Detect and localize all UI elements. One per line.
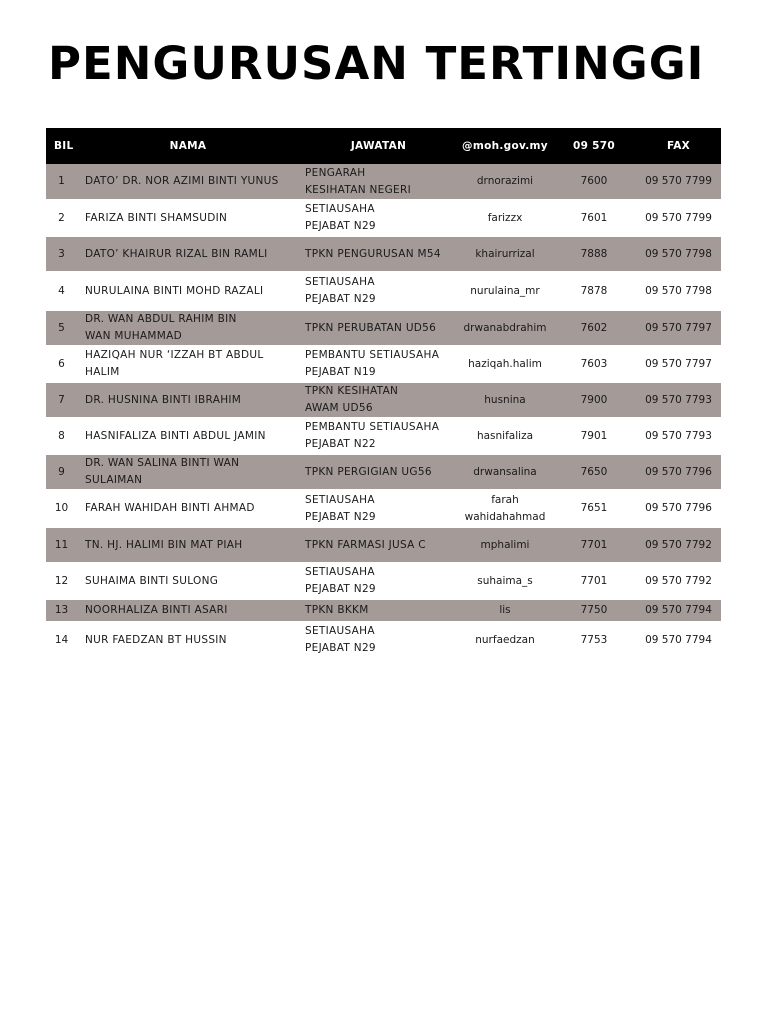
email-cell-line: lis <box>499 604 511 616</box>
jawatan-cell <box>299 382 458 418</box>
nama-cell <box>77 346 299 382</box>
table-row <box>46 310 721 346</box>
bil-cell: 8 <box>46 418 77 454</box>
bil-cell: 6 <box>46 346 77 382</box>
extension-cell: 7750 <box>552 599 636 622</box>
nama-cell-line: DATO’ DR. NOR AZIMI BINTI YUNUS <box>85 175 279 187</box>
bil-cell: 14 <box>46 622 77 658</box>
nama-cell <box>77 272 299 310</box>
nama-cell-line: NOORHALIZA BINTI ASARI <box>85 604 228 616</box>
table-row <box>46 200 721 236</box>
bil-cell: 13 <box>46 599 77 622</box>
page-title: PENGURUSAN TERTINGGI <box>48 37 705 90</box>
jawatan-cell <box>299 200 458 236</box>
table-row <box>46 563 721 599</box>
jawatan-cell-line: PEJABAT N29 <box>305 293 376 305</box>
email-cell <box>458 563 552 599</box>
fax-cell: 09 570 7799 <box>636 200 721 236</box>
email-cell <box>458 272 552 310</box>
jawatan-cell-line: PEJABAT N29 <box>305 220 376 232</box>
extension-cell: 7600 <box>552 164 636 200</box>
fax-cell: 09 570 7798 <box>636 272 721 310</box>
table-row <box>46 236 721 272</box>
jawatan-cell <box>299 418 458 454</box>
jawatan-cell <box>299 622 458 658</box>
email-cell <box>458 382 552 418</box>
email-cell-line: wahidahahmad <box>464 510 546 523</box>
email-cell <box>458 200 552 236</box>
email-cell-line: nurfaedzan <box>475 633 535 646</box>
extension-cell: 7651 <box>552 490 636 527</box>
nama-cell <box>77 236 299 272</box>
jawatan-cell <box>299 164 458 200</box>
fax-cell: 09 570 7792 <box>636 563 721 599</box>
table-row <box>46 164 721 200</box>
fax-cell: 09 570 7797 <box>636 310 721 346</box>
nama-cell-line: HAZIQAH NUR ‘IZZAH BT ABDUL HALIM <box>85 349 264 378</box>
nama-cell-line: WAN MUHAMMAD <box>85 330 182 342</box>
staff-directory-table <box>46 128 721 659</box>
jawatan-cell-line: TPKN PERGIGIAN UG56 <box>305 465 432 478</box>
bil-cell: 12 <box>46 563 77 599</box>
extension-cell: 7901 <box>552 418 636 454</box>
nama-cell-line: TN. HJ. HALIMI BIN MAT PIAH <box>85 538 243 551</box>
table-row <box>46 454 721 490</box>
email-cell <box>458 346 552 382</box>
nama-cell <box>77 164 299 200</box>
email-cell-line: nurulaina_mr <box>470 284 540 297</box>
bil-cell: 4 <box>46 272 77 310</box>
email-cell-line: hasnifaliza <box>476 429 534 442</box>
nama-cell <box>77 200 299 236</box>
jawatan-cell <box>299 454 458 490</box>
column-header-email: @moh.gov.my <box>458 128 552 164</box>
extension-cell: 7701 <box>552 527 636 563</box>
email-cell <box>458 527 552 563</box>
nama-cell <box>77 454 299 490</box>
fax-cell: 09 570 7796 <box>636 454 721 490</box>
jawatan-cell <box>299 599 458 622</box>
extension-cell: 7603 <box>552 346 636 382</box>
fax-cell: 09 570 7792 <box>636 527 721 563</box>
table-row <box>46 490 721 527</box>
table-row <box>46 599 721 622</box>
jawatan-cell-line: PEMBANTU SETIAUSAHA <box>305 349 440 361</box>
nama-cell-line: SUHAIMA BINTI SULONG <box>85 574 219 587</box>
fax-cell: 09 570 7799 <box>636 164 721 200</box>
nama-cell-line: DR. WAN ABDUL RAHIM BIN <box>85 313 237 325</box>
fax-cell: 09 570 7796 <box>636 490 721 527</box>
jawatan-cell <box>299 236 458 272</box>
nama-cell <box>77 622 299 658</box>
table-header-row <box>46 128 721 164</box>
extension-cell: 7650 <box>552 454 636 490</box>
bil-cell: 11 <box>46 527 77 563</box>
extension-cell: 7701 <box>552 563 636 599</box>
fax-cell: 09 570 7793 <box>636 382 721 418</box>
column-header-extension: 09 570 <box>552 128 636 164</box>
extension-cell: 7900 <box>552 382 636 418</box>
table-row <box>46 346 721 382</box>
fax-cell: 09 570 7798 <box>636 236 721 272</box>
column-header-nama: NAMA <box>77 128 299 164</box>
jawatan-cell-line: SETIAUSAHA <box>305 625 375 637</box>
jawatan-cell-line: PEJABAT N29 <box>305 583 376 595</box>
jawatan-cell-line: TPKN PERUBATAN UD56 <box>305 321 437 334</box>
fax-cell: 09 570 7793 <box>636 418 721 454</box>
email-cell-line: haziqah.halim <box>468 357 542 370</box>
nama-cell-line: NURULAINA BINTI MOHD RAZALI <box>85 284 264 297</box>
nama-cell <box>77 599 299 622</box>
nama-cell <box>77 382 299 418</box>
jawatan-cell-line: PEJABAT N22 <box>305 438 376 450</box>
column-header-fax: FAX <box>636 128 721 164</box>
nama-cell <box>77 563 299 599</box>
nama-cell <box>77 527 299 563</box>
jawatan-cell-line: KESIHATAN NEGERI <box>305 183 411 196</box>
jawatan-cell-line: PEJABAT N29 <box>305 510 376 523</box>
nama-cell-line: DATO’ KHAIRUR RIZAL BIN RAMLI <box>85 247 268 260</box>
jawatan-cell <box>299 272 458 310</box>
nama-cell <box>77 490 299 527</box>
email-cell <box>458 418 552 454</box>
jawatan-cell-line: TPKN PENGURUSAN M54 <box>305 247 441 260</box>
jawatan-cell-line: TPKN KESIHATAN <box>305 385 399 397</box>
fax-cell: 09 570 7794 <box>636 599 721 622</box>
jawatan-cell <box>299 490 458 527</box>
email-cell-line: farizzx <box>487 211 523 224</box>
nama-cell-line: NUR FAEDZAN BT HUSSIN <box>85 633 227 646</box>
jawatan-cell <box>299 310 458 346</box>
email-cell <box>458 622 552 658</box>
nama-cell <box>77 310 299 346</box>
email-cell-line: drnorazimi <box>476 175 534 187</box>
bil-cell: 3 <box>46 236 77 272</box>
extension-cell: 7878 <box>552 272 636 310</box>
email-cell-line: drwanabdrahim <box>463 321 547 334</box>
jawatan-cell-line: SETIAUSAHA <box>305 566 375 578</box>
email-cell-line: drwansalina <box>473 465 537 478</box>
jawatan-cell-line: SETIAUSAHA <box>305 203 375 215</box>
email-cell-line: husnina <box>484 393 526 406</box>
jawatan-cell <box>299 346 458 382</box>
jawatan-cell-line: PEMBANTU SETIAUSAHA <box>305 421 440 433</box>
table-row <box>46 418 721 454</box>
jawatan-cell-line: TPKN FARMASI JUSA C <box>305 538 426 551</box>
extension-cell: 7601 <box>552 200 636 236</box>
email-cell <box>458 236 552 272</box>
table-row <box>46 622 721 658</box>
email-cell <box>458 454 552 490</box>
email-cell <box>458 599 552 622</box>
nama-cell-line: FARAH WAHIDAH BINTI AHMAD <box>85 502 255 514</box>
email-cell-line: mphalimi <box>480 538 530 551</box>
email-cell-line: farah <box>491 493 519 506</box>
extension-cell: 7888 <box>552 236 636 272</box>
bil-cell: 9 <box>46 454 77 490</box>
nama-cell-line: DR. HUSNINA BINTI IBRAHIM <box>85 393 242 406</box>
table-row <box>46 382 721 418</box>
column-header-bil: BIL <box>46 128 77 164</box>
table-row <box>46 527 721 563</box>
email-cell <box>458 310 552 346</box>
email-cell <box>458 490 552 527</box>
extension-cell: 7602 <box>552 310 636 346</box>
email-cell <box>458 164 552 200</box>
fax-cell: 09 570 7797 <box>636 346 721 382</box>
jawatan-cell-line: PENGARAH <box>305 166 366 179</box>
table-body <box>46 164 721 658</box>
jawatan-cell-line: PEJABAT N29 <box>305 642 376 654</box>
bil-cell: 5 <box>46 310 77 346</box>
nama-cell-line: HASNIFALIZA BINTI ABDUL JAMIN <box>85 429 266 442</box>
bil-cell: 1 <box>46 164 77 200</box>
jawatan-cell-line: SETIAUSAHA <box>305 493 375 506</box>
jawatan-cell-line: AWAM UD56 <box>305 402 373 414</box>
nama-cell-line: FARIZA BINTI SHAMSUDIN <box>85 211 228 224</box>
jawatan-cell-line: TPKN BKKM <box>305 604 369 616</box>
nama-cell-line: DR. WAN SALINA BINTI WAN SULAIMAN <box>85 457 240 486</box>
jawatan-cell-line: PEJABAT N19 <box>305 366 376 378</box>
email-cell-line: suhaima_s <box>477 574 533 587</box>
jawatan-cell-line: SETIAUSAHA <box>305 276 375 288</box>
bil-cell: 2 <box>46 200 77 236</box>
email-cell-line: khairurrizal <box>475 247 535 260</box>
jawatan-cell <box>299 527 458 563</box>
extension-cell: 7753 <box>552 622 636 658</box>
nama-cell <box>77 418 299 454</box>
bil-cell: 7 <box>46 382 77 418</box>
jawatan-cell <box>299 563 458 599</box>
fax-cell: 09 570 7794 <box>636 622 721 658</box>
column-header-jawatan: JAWATAN <box>299 128 458 164</box>
bil-cell: 10 <box>46 490 77 527</box>
table-row <box>46 272 721 310</box>
